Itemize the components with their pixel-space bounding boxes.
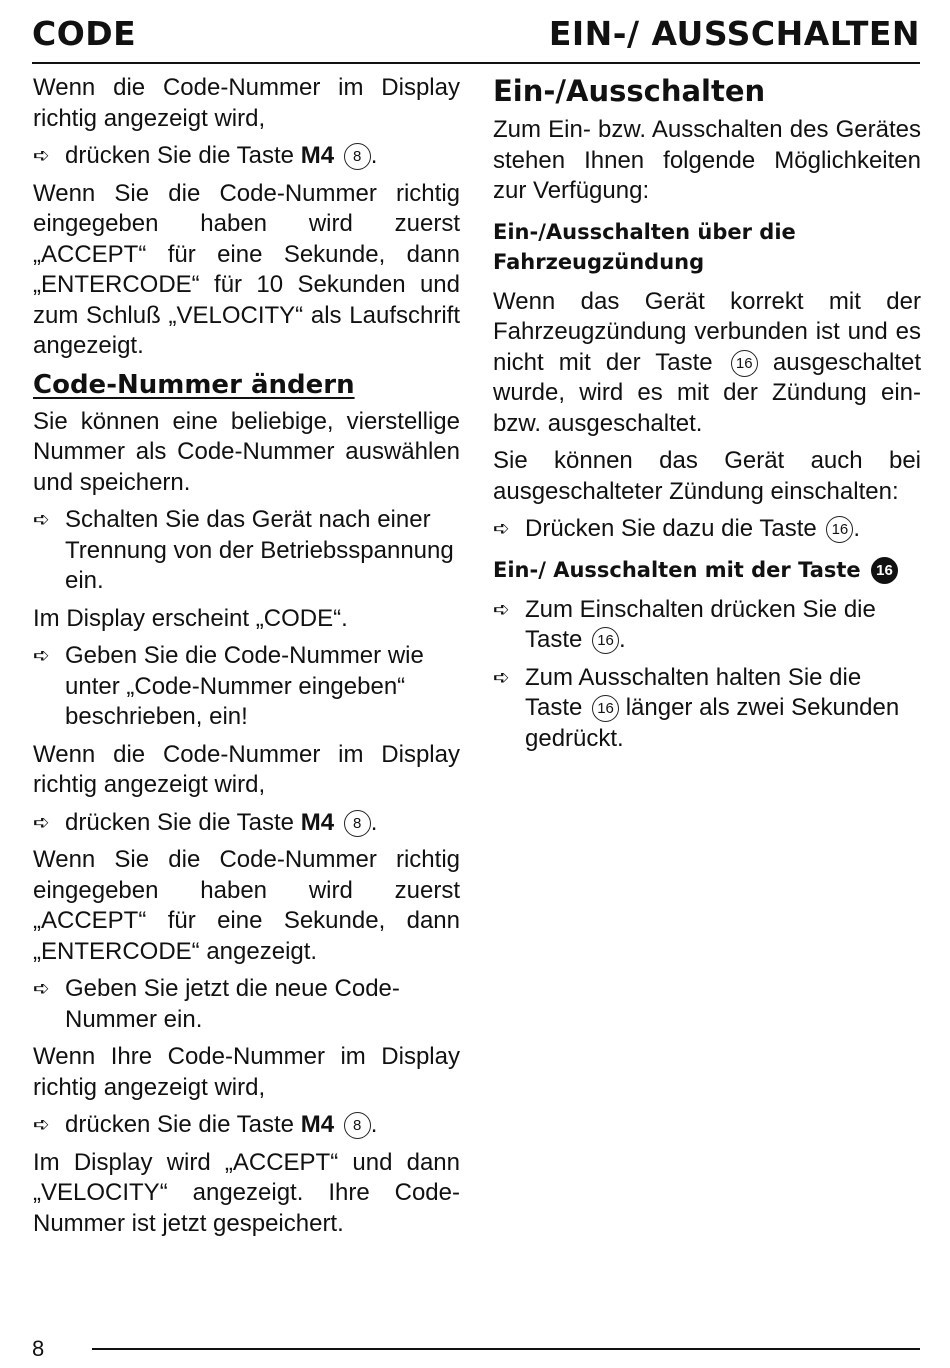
- paragraph: Sie können eine beliebige, vierstellige Nummer als Code-Nummer auswählen und speichern.: [33, 407, 460, 496]
- step-text: Geben Sie die Code-Nummer wie unter „Code-Nummer eingeben“ beschrieben, ein!: [65, 642, 424, 730]
- paragraph: Wenn Sie die Code-Nummer richtig eingegeben haben wird zuerst „ACCEPT“ für eine Sekunde, dann „ENTERCODE“ angezeigt.: [33, 846, 460, 965]
- arrow-icon: ➪: [493, 518, 510, 540]
- punctuation: .: [370, 1111, 378, 1138]
- paragraph: Wenn Sie die Code-Nummer richtig eingegeben haben wird zuerst „ACCEPT“ für eine Sekunde, dann „ENTERCODE“ für 10 Sekunden und zum Schluß „VELOCITY“ als Laufschrift angezeigt.: [33, 179, 460, 359]
- paragraph: Zum Ein- bzw. Ausschalten des Gerätes stehen Ihnen folgende Möglichkeiten zur Verfügung:: [493, 116, 921, 204]
- paragraph: Im Display erscheint „CODE“.: [33, 604, 348, 632]
- instruction-step: [493, 514, 921, 545]
- punctuation: .: [619, 626, 626, 653]
- paragraph: Wenn Ihre Code-Nummer im Display richtig angezeigt wird,: [33, 1043, 460, 1101]
- button-number-badge: 16: [592, 695, 619, 722]
- step-text: Zum Einschalten drücken Sie die Taste: [525, 595, 876, 653]
- arrow-icon: ➪: [33, 145, 50, 167]
- header-rule: [32, 62, 920, 64]
- subheading-power-key: [493, 555, 921, 585]
- subheading-ignition: Ein-/Ausschalten über die Fahrzeugzündung: [493, 219, 796, 274]
- page-number: 8: [32, 1336, 45, 1361]
- punctuation: .: [370, 808, 378, 836]
- button-number-badge: 16: [826, 516, 853, 543]
- subheading-text: Ein-/ Ausschalten mit der Taste: [493, 557, 868, 582]
- step-text: drücken Sie die Taste: [65, 142, 301, 169]
- paragraph: [493, 287, 921, 440]
- punctuation: .: [853, 515, 861, 542]
- text: ausgeschaltet wurde, wird es mit der Zündung ein- bzw. ausgeschaltet.: [493, 348, 921, 437]
- step-text: Zum Ausschalten halten Sie die Taste: [525, 663, 862, 721]
- section-title-left: CODE: [32, 14, 137, 53]
- step-text: länger als zwei Sekunden gedrückt.: [525, 694, 900, 752]
- heading-code-change: Code-Nummer ändern: [33, 369, 355, 400]
- step-text: Drücken Sie dazu die Taste: [525, 515, 824, 542]
- arrow-icon: ➪: [33, 1114, 50, 1136]
- paragraph: Wenn die Code-Nummer im Display richtig angezeigt wird,: [33, 740, 460, 798]
- section-title-right: EIN-/ AUSSCHALTEN: [548, 14, 920, 53]
- arrow-icon: ➪: [33, 811, 50, 834]
- instruction-step: [33, 808, 460, 839]
- key-label: M4: [300, 1111, 335, 1138]
- instruction-step: [33, 505, 460, 597]
- instruction-step: [493, 595, 921, 656]
- key-label: M4: [300, 142, 335, 169]
- instruction-step: [493, 663, 921, 755]
- text: Wenn das Gerät korrekt mit der Fahrzeugzündung verbunden ist und es nicht mit der Taste: [493, 287, 921, 376]
- arrow-icon: ➪: [33, 978, 50, 1000]
- step-text: drücken Sie die Taste: [65, 1111, 301, 1138]
- button-number-badge: 8: [344, 1112, 371, 1139]
- button-number-badge: 16: [731, 350, 758, 377]
- punctuation: .: [370, 142, 378, 169]
- button-number-badge: 8: [344, 810, 371, 837]
- paragraph: Sie können das Gerät auch bei ausgeschalteter Zündung einschalten:: [493, 447, 921, 505]
- button-number-badge: 8: [344, 143, 371, 170]
- paragraph: Wenn die Code-Nummer im Display richtig angezeigt wird,: [33, 74, 460, 132]
- arrow-icon: ➪: [493, 598, 510, 621]
- instruction-step: [33, 141, 460, 172]
- button-number-badge: 16: [871, 557, 898, 584]
- left-column: [33, 73, 460, 1246]
- step-text: Schalten Sie das Gerät nach einer Trennung von der Betriebsspannung ein.: [65, 506, 454, 594]
- arrow-icon: ➪: [493, 666, 510, 689]
- key-label: M4: [300, 808, 335, 836]
- instruction-step: [33, 974, 460, 1035]
- footer-rule: [92, 1348, 920, 1350]
- button-number-badge: 16: [592, 627, 619, 654]
- arrow-icon: ➪: [33, 645, 50, 667]
- arrow-icon: ➪: [33, 509, 50, 531]
- paragraph: Im Display wird „ACCEPT“ und dann „VELOCITY“ angezeigt. Ihre Code-Nummer ist jetzt gespeichert.: [33, 1148, 460, 1237]
- instruction-step: [33, 1110, 460, 1141]
- step-text: drücken Sie die Taste: [65, 808, 301, 836]
- right-column: [493, 73, 921, 761]
- heading-on-off: Ein-/Ausschalten: [493, 74, 766, 108]
- step-text: Geben Sie jetzt die neue Code-Nummer ein.: [65, 975, 400, 1033]
- instruction-step: [33, 641, 460, 733]
